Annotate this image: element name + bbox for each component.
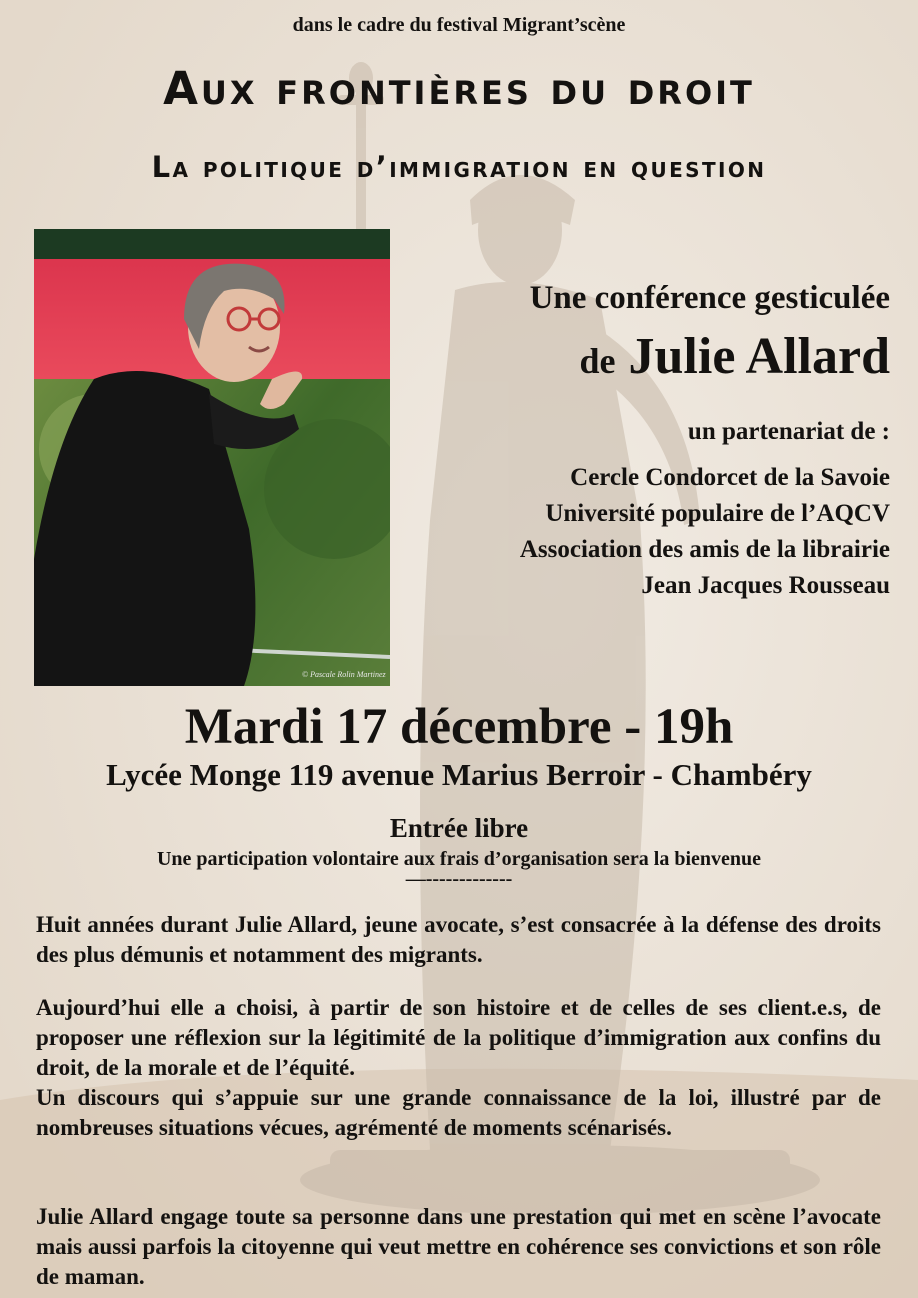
description-paragraph-2 xyxy=(36,993,881,1143)
speaker-name: Julie Allard xyxy=(628,328,890,385)
partner-list xyxy=(520,460,890,604)
event-date-time: Mardi 17 décembre - 19h xyxy=(184,699,734,755)
entry-info: Entrée libre xyxy=(389,813,529,843)
description-paragraph-2b: Un discours qui s’appuie sur une grande connaissance de la loi, illustré par de nombreuses situations vécues, agrémenté de moments scénarisés. xyxy=(36,1085,881,1140)
partner-item: Jean Jacques Rousseau xyxy=(641,572,890,599)
poster-subtitle: La politique d’immigration en question xyxy=(151,150,767,184)
poster-title: Aux frontières du droit xyxy=(163,62,755,115)
description-paragraph-2a: Aujourd’hui elle a choisi, à partir de son histoire et de celles de ses client.e.s, de proposer une réflexion sur la légitimité de la politique d’immigration aux confins du droit, de la morale et de l’équité. xyxy=(36,995,881,1080)
speaker-line xyxy=(580,327,890,386)
event-location: Lycée Monge 119 avenue Marius Berroir - Chambéry xyxy=(106,757,812,792)
festival-line: dans le cadre du festival Migrant’scène xyxy=(292,14,626,36)
contribution-note: Une participation volontaire aux frais d’organisation sera la bienvenue xyxy=(156,848,762,870)
speaker-photo xyxy=(34,229,390,686)
partner-item: Université populaire de l’AQCV xyxy=(545,500,890,527)
partner-item: Association des amis de la librairie xyxy=(519,536,890,563)
partnership-label: un partenariat de : xyxy=(687,418,890,445)
description-paragraph-1: Huit années durant Julie Allard, jeune avocate, s’est consacrée à la défense des droits des plus démunis et notamment des migrants. xyxy=(36,912,881,967)
description-paragraph-3: Julie Allard engage toute sa personne dans une prestation qui met en scène l’avocate mais aussi parfois la citoyenne qui veut mettre en cohérence ses convictions et son rôle de maman. xyxy=(36,1204,881,1289)
separator-line: —------------- xyxy=(405,868,513,890)
speaker-prefix: de xyxy=(579,341,616,381)
partner-item: Cercle Condorcet de la Savoie xyxy=(570,464,890,491)
conference-type: Une conférence gesticulée xyxy=(529,280,890,316)
photo-credit: © Pascale Rolin Martinez xyxy=(302,670,386,679)
